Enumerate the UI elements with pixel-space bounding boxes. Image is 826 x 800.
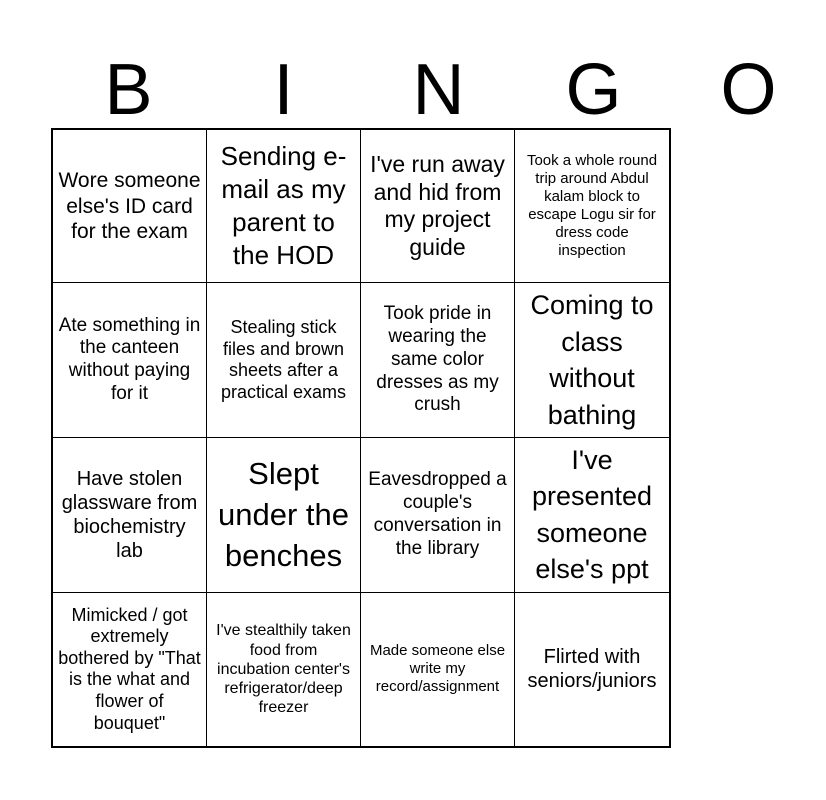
- cell-text: Took a whole round trip around Abdul kalam block to escape Logu sir for dress code inspection: [526, 152, 658, 260]
- bingo-cell[interactable]: [53, 130, 207, 283]
- bingo-cell[interactable]: [53, 283, 207, 438]
- bingo-cell[interactable]: [361, 438, 515, 593]
- bingo-header: [51, 50, 777, 130]
- bingo-cell[interactable]: [361, 130, 515, 283]
- cell-text: Slept under the benches: [218, 456, 349, 574]
- bingo-cell[interactable]: [207, 283, 361, 438]
- cell-text: Flirted with seniors/juniors: [527, 646, 657, 693]
- cell-text: Took pride in wearing the same color dresses as my crush: [376, 303, 499, 416]
- header-letter-o: O: [720, 50, 777, 130]
- cell-text: I've presented someone else's ppt: [531, 445, 653, 585]
- header-letter-i: I: [273, 50, 294, 130]
- cell-text: Wore someone else's ID card for the exam: [58, 169, 201, 243]
- bingo-cell[interactable]: [515, 438, 669, 593]
- cell-text: Mimicked / got extremely bothered by "That is the what and flower of bouquet": [58, 604, 201, 733]
- bingo-cell[interactable]: [207, 438, 361, 593]
- bingo-cell[interactable]: [53, 438, 207, 593]
- cell-text: Sending e-mail as my parent to the HOD: [220, 141, 347, 271]
- bingo-cell[interactable]: [361, 283, 515, 438]
- bingo-cell[interactable]: [515, 593, 669, 746]
- bingo-cell[interactable]: [53, 593, 207, 746]
- cell-text: Made someone else write my record/assignment: [369, 642, 506, 696]
- cell-text: Eavesdropped a couple's conversation in the library: [368, 469, 507, 559]
- header-letter-b: B: [104, 50, 153, 130]
- bingo-cell[interactable]: [515, 130, 669, 283]
- cell-text: Coming to class without bathing: [530, 290, 654, 430]
- header-letter-n: N: [412, 50, 465, 130]
- bingo-cell[interactable]: [207, 593, 361, 746]
- cell-text: Have stolen glassware from biochemistry lab: [61, 467, 198, 562]
- bingo-cell[interactable]: [515, 283, 669, 438]
- header-letter-g: G: [565, 50, 622, 130]
- cell-text: I've stealthily taken food from incubation center's refrigerator/deep freezer: [216, 622, 351, 717]
- cell-text: Stealing stick files and brown sheets after a practical exams: [220, 316, 347, 402]
- cell-text: Ate something in the canteen without paying for it: [58, 314, 201, 404]
- bingo-cell[interactable]: [207, 130, 361, 283]
- bingo-cell[interactable]: [361, 593, 515, 746]
- bingo-card: [51, 128, 671, 748]
- cell-text: I've run away and hid from my project guide: [370, 150, 505, 260]
